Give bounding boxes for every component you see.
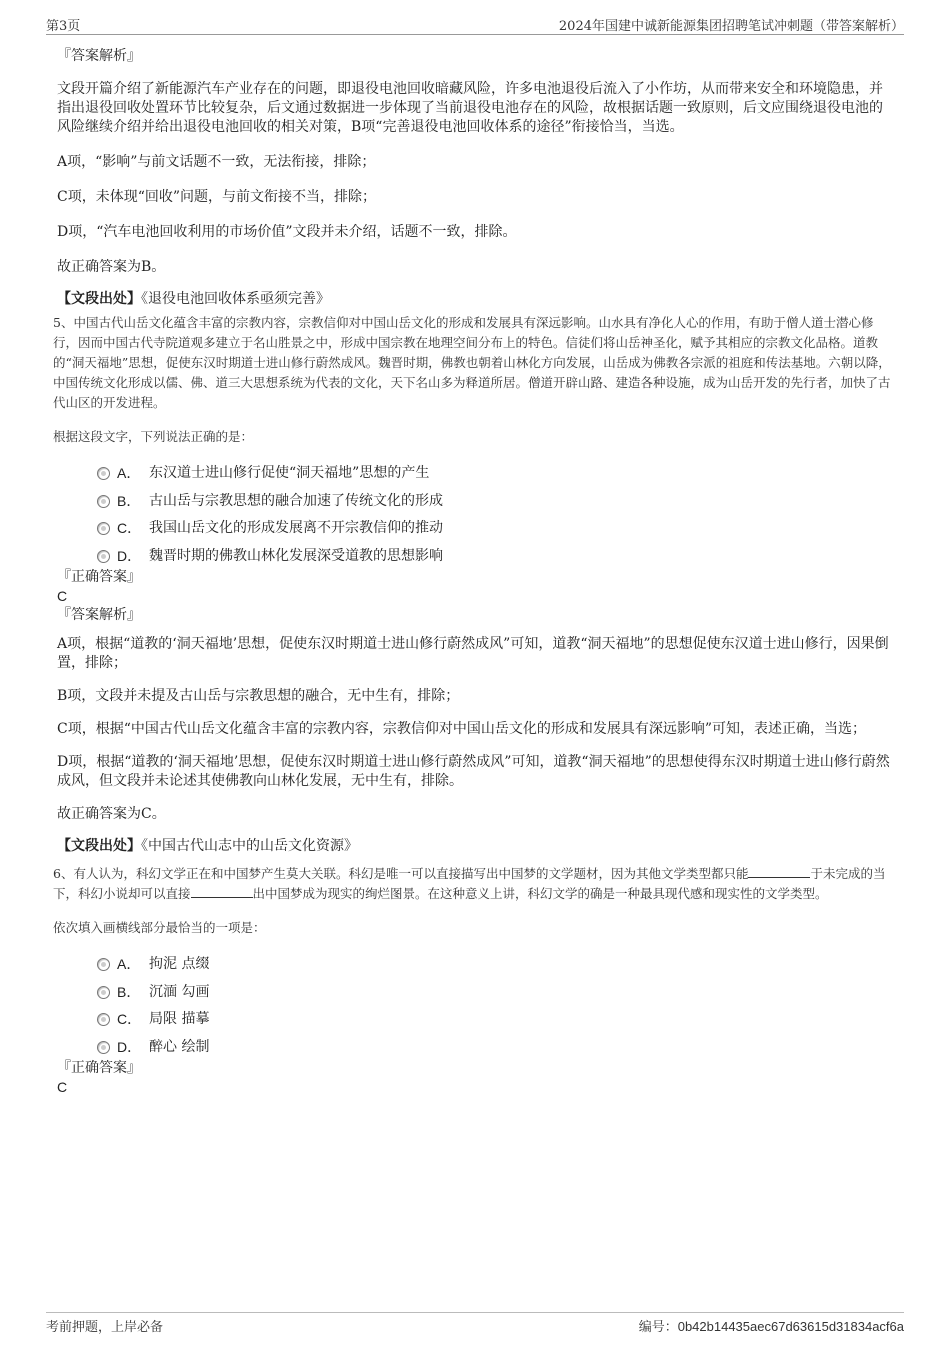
q6-options xyxy=(57,954,892,1064)
q4-analysis-intro: 文段开篇介绍了新能源汽车产业存在的问题，即退役电池回收暗藏风险，许多电池退役后流入了小作坊，从而带来安全和环境隐患，并指出退役回收处置环节比较复杂，后文通过数据进一步体现了当前退役电池存在的风险，故根据话题一致原则，后文应围绕退役电池的风险继续介绍并给出退役电池回收的相关对策，B项“完善退役电池回收体系的途径”衔接恰当，当选。 xyxy=(57,81,883,135)
q5-question-text: 5、中国古代山岳文化蕴含丰富的宗教内容，宗教信仰对中国山岳文化的形成和发展具有深远影响。山水具有净化人心的作用，有助于僧人道士潜心修行，因而中国古代寺院道观多建立于名山胜景之中，形成中国宗教在地理空间分布上的特色。信徒们将山岳神圣化，赋予其相应的宗教文化品格。道教的“洞天福地”思想，促使东汉时期道士进山修行蔚然成风。魏晋时期，佛教也朝着山林化方向发展，山岳成为佛教各宗派的祖庭和传法基地。六朝以降，中国传统文化形成以儒、佛、道三大思想系统为代表的文化，天下名山多为释道所居。僧道开辟山路、建造各种设施，成为山岳开发的先行者，加快了古代山区的开发进程。 xyxy=(53,315,891,410)
q6-question-text xyxy=(53,864,892,904)
q4-source-label: 【文段出处】 xyxy=(57,291,141,307)
q5-source xyxy=(57,836,892,856)
option-text: 拘泥 点缀 xyxy=(149,956,210,972)
q6-option-b[interactable] xyxy=(57,982,892,1010)
q5-answer-label: 『正确答案』 xyxy=(57,569,141,585)
q5-prompt: 根据这段文字，下列说法正确的是： xyxy=(53,429,254,444)
q4-source xyxy=(57,289,892,309)
q4-analysis-d: D项，“汽车电池回收利用的市场价值”文段并未介绍，话题不一致，排除。 xyxy=(57,224,517,240)
page-content xyxy=(53,46,892,1096)
radio-icon[interactable] xyxy=(97,495,110,508)
radio-icon[interactable] xyxy=(97,1013,110,1026)
page-header xyxy=(46,14,904,35)
q5-option-c[interactable] xyxy=(57,518,892,546)
option-letter: D． xyxy=(117,1038,142,1055)
option-text: 古山岳与宗教思想的融合加速了传统文化的形成 xyxy=(149,492,443,509)
q4-analysis-c: C项，未体现“回收”问题，与前文衔接不当，排除； xyxy=(57,189,377,205)
option-text: 东汉道士进山修行促使“洞天福地”思想的产生 xyxy=(149,465,430,481)
q6-option-d[interactable] xyxy=(57,1037,892,1065)
q5-analysis-a: A项，根据“道教的‘洞天福地’思想，促使东汉时期道士进山修行蔚然成风”可知，道教“洞天福地”的思想促使东汉道士进山修行，因果倒置，排除； xyxy=(57,636,889,671)
option-letter: C． xyxy=(117,520,142,536)
option-letter: C． xyxy=(117,1011,142,1027)
code-label: 编号： xyxy=(638,1320,678,1335)
q5-option-d[interactable] xyxy=(57,546,892,574)
q4-analysis-a: A项，“影响”与前文话题不一致，无法衔接，排除； xyxy=(57,154,376,170)
radio-icon[interactable] xyxy=(97,958,110,971)
q6-prompt: 依次填入画横线部分最恰当的一项是： xyxy=(53,920,266,935)
blank-2[interactable] xyxy=(191,885,253,898)
radio-icon[interactable] xyxy=(97,986,110,999)
q4-conclusion: 故正确答案为B。 xyxy=(57,259,166,275)
radio-icon[interactable] xyxy=(97,467,110,480)
q5-conclusion: 故正确答案为C。 xyxy=(57,806,166,822)
radio-icon[interactable] xyxy=(97,522,110,535)
q6-text-part1: 6、有人认为，科幻文学正在和中国梦产生莫大关联。科幻是唯一可以直接描写出中国梦的文学题材，因为其他文学类型都只能 xyxy=(53,866,749,881)
q5-analysis-label: 『答案解析』 xyxy=(57,607,141,623)
option-letter: A． xyxy=(117,956,141,972)
q5-options xyxy=(57,463,892,573)
q5-source-title: 《中国古代山志中的山岳文化资源》 xyxy=(141,838,358,854)
q6-option-c[interactable] xyxy=(57,1009,892,1037)
q5-option-b[interactable] xyxy=(57,491,892,519)
page-number: 第3页 xyxy=(46,19,81,34)
option-text: 沉湎 勾画 xyxy=(149,983,210,1000)
q5-analysis-d: D项，根据“道教的‘洞天福地’思想，促使东汉时期道士进山修行蔚然成风”可知，道教“洞天福地”的思想使得东汉时期道士进山修行蔚然成风，但文段并未论述其使佛教向山林化发展，无中生有，排除。 xyxy=(57,754,890,789)
q6-text-part3: 出中国梦成为现实的绚烂图景。在这种意义上讲，科幻文学的确是一种最具现代感和现实性的文学类型。 xyxy=(252,886,828,901)
blank-1[interactable] xyxy=(748,865,810,878)
code-value: 0b42b14435aec67d63615d31834acf6a xyxy=(677,1319,904,1334)
q6-answer-label: 『正确答案』 xyxy=(57,1060,141,1076)
q5-analysis-c: C项，根据“中国古代山岳文化蕴含丰富的宗教内容，宗教信仰对中国山岳文化的形成和发展具有深远影响”可知，表述正确，当选； xyxy=(57,721,867,737)
document-code xyxy=(639,1316,904,1335)
option-letter: B． xyxy=(117,492,141,509)
document-title: 2024年国建中诚新能源集团招聘笔试冲刺题（带答案解析） xyxy=(558,19,904,34)
page-footer xyxy=(46,1312,904,1335)
q6-text-part2: 于未完成的当下，科幻小说却可以直接 xyxy=(53,866,886,901)
option-text: 我国山岳文化的形成发展离不开宗教信仰的推动 xyxy=(149,520,443,536)
q4-source-title: 《退役电池回收体系亟须完善》 xyxy=(141,291,330,307)
footer-slogan: 考前押题，上岸必备 xyxy=(46,1320,164,1335)
option-text: 局限 描摹 xyxy=(149,1011,210,1027)
radio-icon[interactable] xyxy=(97,550,110,563)
q5-option-a[interactable] xyxy=(57,463,892,491)
radio-icon[interactable] xyxy=(97,1041,110,1054)
q6-option-a[interactable] xyxy=(57,954,892,982)
q5-analysis-b: B项，文段并未提及古山岳与宗教思想的融合，无中生有，排除； xyxy=(57,688,460,704)
q4-analysis-label: 『答案解析』 xyxy=(57,48,141,64)
q6-answer: C xyxy=(57,1079,68,1095)
option-text: 醉心 绘制 xyxy=(149,1038,210,1055)
option-text: 魏晋时期的佛教山林化发展深受道教的思想影响 xyxy=(149,547,443,564)
option-letter: D． xyxy=(117,547,142,564)
q5-answer: C xyxy=(57,588,68,604)
q5-source-label: 【文段出处】 xyxy=(57,838,141,854)
option-letter: A． xyxy=(117,465,141,481)
option-letter: B． xyxy=(117,983,141,1000)
